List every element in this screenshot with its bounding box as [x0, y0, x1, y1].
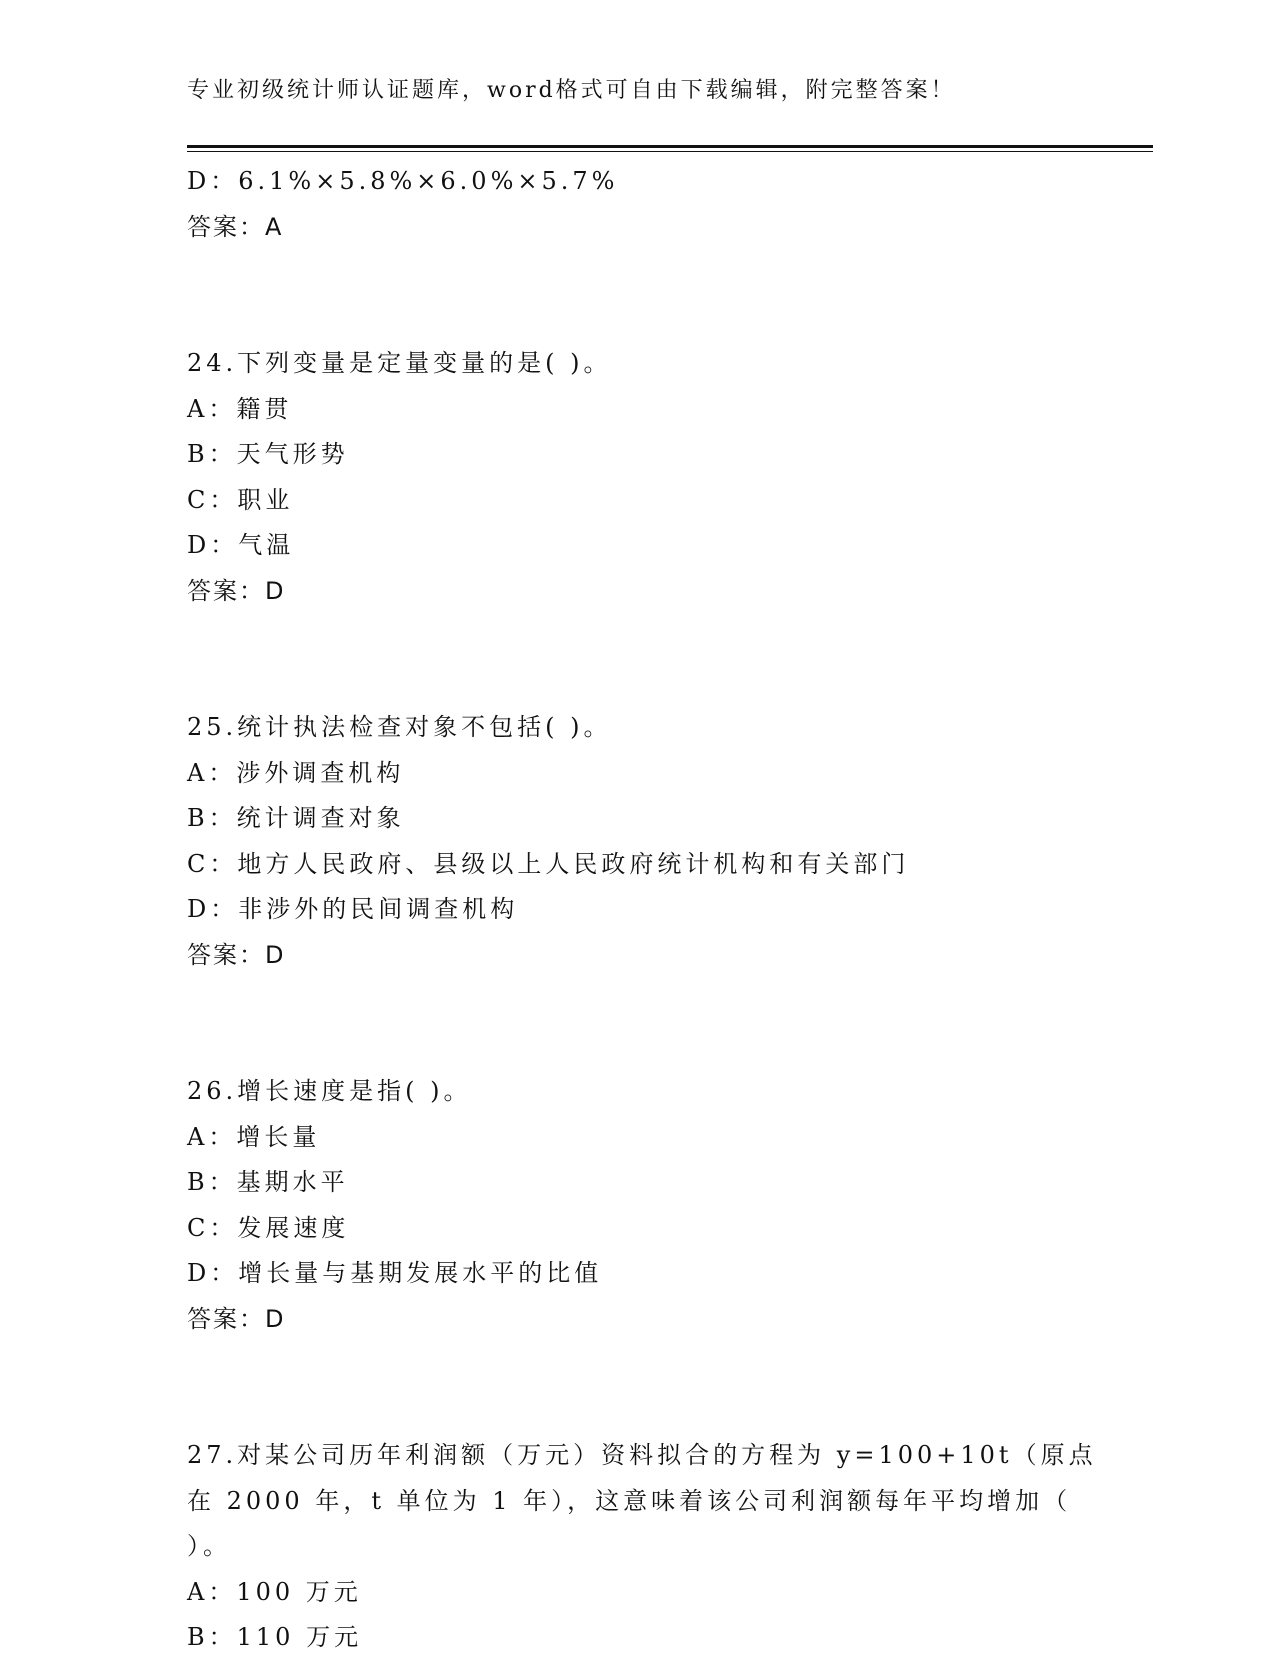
option-b: B：基期水平 [187, 1168, 349, 1196]
question-stem: 26.增长速度是指( )。 [187, 1077, 472, 1105]
answer-line: 答案：A [187, 212, 284, 241]
option-a: A：100 万元 [187, 1577, 362, 1606]
question-24 [187, 341, 1087, 614]
question-26 [187, 1069, 1087, 1342]
question-27 [187, 1433, 1097, 1661]
question-25 [187, 705, 1087, 978]
answer-line: 答案：D [187, 1304, 286, 1333]
option-d: D：非涉外的民间调查机构 [187, 895, 519, 923]
question-stem-line-3: ）。 [187, 1532, 231, 1560]
option-a: A：籍贯 [187, 394, 293, 423]
option-b: B：110 万元 [187, 1623, 363, 1651]
option-a: A：涉外调查机构 [187, 758, 405, 787]
header-rule-thick [187, 145, 1153, 148]
option-c: C：职业 [187, 485, 294, 514]
question-stem-line-1: 27.对某公司历年利润额（万元）资料拟合的方程为 y=100+10t（原点 [187, 1441, 1097, 1469]
question-stem: 24.下列变量是定量变量的是( )。 [187, 349, 612, 377]
question-list [187, 159, 1097, 1661]
header-rule-thin [187, 151, 1153, 152]
answer-line: 答案：D [187, 940, 286, 969]
option-c: C：发展速度 [187, 1213, 350, 1242]
question-stem: 25.统计执法检查对象不包括( )。 [187, 713, 612, 741]
option-a: A：增长量 [187, 1122, 321, 1151]
page-header: 专业初级统计师认证题库，word格式可自由下载编辑，附完整答案！ [187, 78, 956, 103]
option-b: B：统计调查对象 [187, 804, 405, 832]
option-b: B：天气形势 [187, 440, 349, 468]
question-stem-line-2: 在 2000 年，t 单位为 1 年），这意味着该公司利润额每年平均增加（ [187, 1486, 1072, 1515]
option-d: D：增长量与基期发展水平的比值 [187, 1259, 603, 1287]
option-c: C：地方人民政府、县级以上人民政府统计机构和有关部门 [187, 849, 910, 878]
answer-line: 答案：D [187, 576, 286, 605]
option-d: D：气温 [187, 531, 295, 559]
option-d: D：6.1%×5.8%×6.0%×5.7% [187, 167, 619, 195]
